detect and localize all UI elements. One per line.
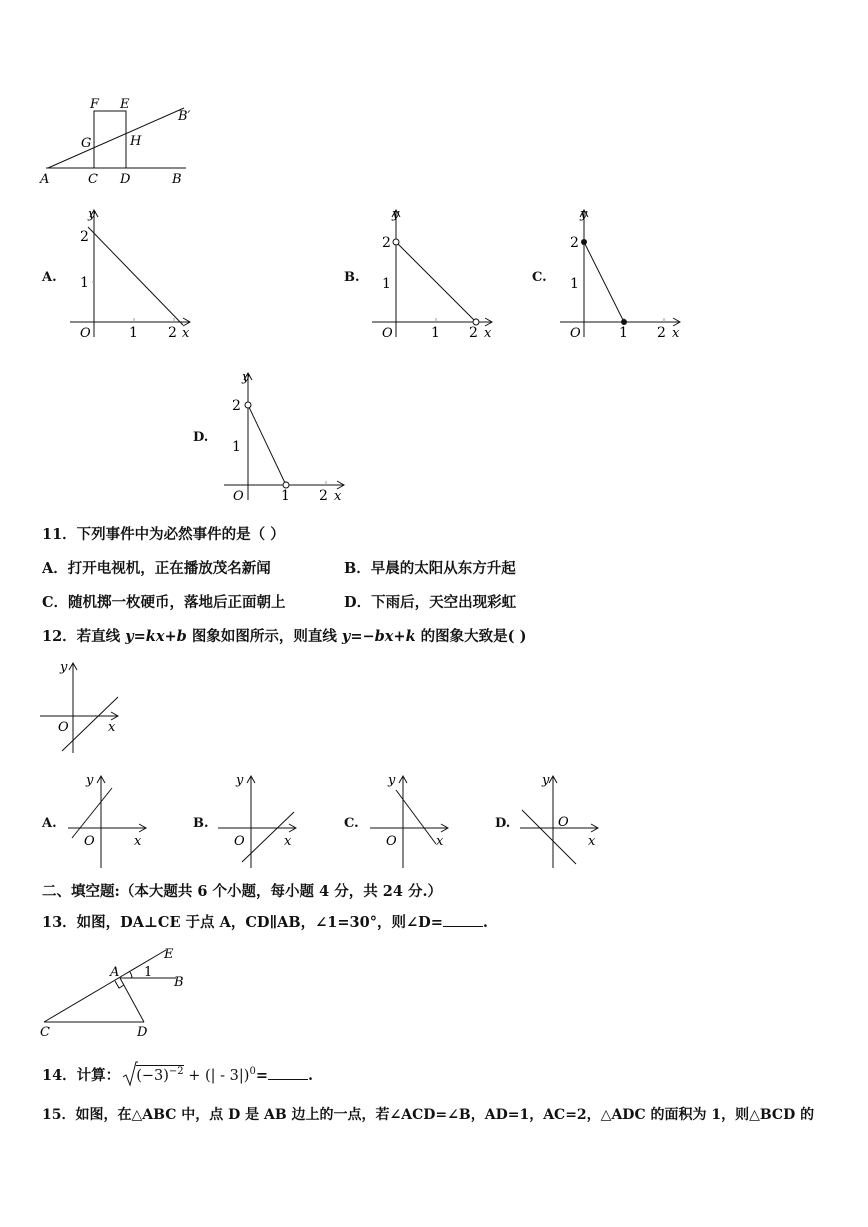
- svg-text:x: x: [588, 834, 596, 849]
- q12-expr2: y=−bx+k: [341, 628, 416, 645]
- svg-text:D: D: [137, 1025, 148, 1040]
- svg-text:2: 2: [570, 235, 579, 251]
- svg-text:2: 2: [232, 398, 241, 414]
- svg-text:1: 1: [619, 325, 628, 341]
- svg-text:x: x: [134, 834, 142, 849]
- q10-option-d-label: D.: [193, 430, 209, 445]
- svg-text:x: x: [334, 489, 342, 504]
- q11-option-a: A．打开电视机，正在播放茂名新闻: [42, 560, 271, 577]
- svg-text:2: 2: [319, 488, 328, 504]
- q12-graph-c: [366, 770, 456, 870]
- svg-text:y: y: [392, 207, 400, 222]
- svg-text:1: 1: [382, 276, 391, 292]
- svg-text:O: O: [58, 720, 69, 735]
- svg-text:O: O: [382, 326, 393, 341]
- q12-graph-b: [214, 770, 304, 870]
- q10-graph-d: [218, 365, 348, 505]
- svg-text:x: x: [436, 834, 444, 849]
- svg-text:y: y: [88, 207, 96, 222]
- q15-stem: 15．如图，在△ABC 中，点 D 是 AB 边上的一点，若∠ACD=∠B，AD=1，AC=2，△ADC 的面积为 1，则△BCD 的: [42, 1107, 815, 1123]
- svg-text:x: x: [284, 834, 292, 849]
- svg-text:y: y: [60, 660, 68, 675]
- q11-option-c: C．随机掷一枚硬币，落地后正面朝上: [42, 594, 286, 611]
- q12-option-a-label: A.: [42, 816, 57, 831]
- q10-option-b-label: B.: [344, 270, 360, 285]
- q13-stem: 13．如图，DA⊥CE 于点 A，CD∥AB，∠1=30°，则∠D= .: [42, 914, 488, 931]
- label-C: C: [88, 172, 98, 187]
- svg-text:1: 1: [129, 325, 138, 341]
- q14-stem: 14．计算： $(-3)^{-2}$ + (| - 3|)$^0$= .: [42, 1064, 313, 1085]
- svg-text:y: y: [580, 207, 588, 222]
- label-B: B: [172, 172, 182, 187]
- svg-text:1: 1: [281, 488, 290, 504]
- q10-option-a-label: A.: [42, 270, 57, 285]
- q12-option-b-label: B.: [193, 816, 209, 831]
- q11-option-b: B．早晨的太阳从东方升起: [344, 560, 516, 577]
- svg-text:1: 1: [144, 965, 153, 980]
- label-F: F: [90, 97, 100, 112]
- svg-text:x: x: [484, 326, 492, 341]
- svg-text:C: C: [40, 1025, 50, 1040]
- q13-figure: [36, 940, 196, 1040]
- svg-text:2: 2: [80, 229, 89, 245]
- svg-text:1: 1: [232, 439, 241, 455]
- svg-text:O: O: [234, 834, 245, 849]
- label-A: A: [40, 172, 50, 187]
- svg-text:x: x: [672, 326, 680, 341]
- svg-text:1: 1: [570, 276, 579, 292]
- svg-text:1: 1: [80, 275, 89, 291]
- svg-text:y: y: [388, 773, 396, 788]
- q12-given-graph: [38, 655, 128, 755]
- svg-text:O: O: [233, 489, 244, 504]
- q10-graph-a: [64, 202, 194, 342]
- answer-blank: [443, 914, 483, 927]
- answer-blank: [268, 1067, 308, 1080]
- rect-line-figure: [36, 92, 206, 187]
- svg-text:O: O: [80, 326, 91, 341]
- q12-expr1: y=kx+b: [125, 628, 187, 645]
- q12-option-d-label: D.: [495, 816, 511, 831]
- svg-text:E: E: [164, 947, 174, 962]
- label-Bprime: B′: [178, 109, 191, 124]
- q10-option-c-label: C.: [532, 270, 547, 285]
- svg-text:O: O: [84, 834, 95, 849]
- section-heading: 二、填空题:（本大题共 6 个小题，每小题 4 分，共 24 分.）: [42, 883, 443, 900]
- q12-option-c-label: C.: [344, 816, 359, 831]
- label-D: D: [120, 172, 131, 187]
- svg-text:B: B: [174, 975, 184, 990]
- svg-text:y: y: [236, 773, 244, 788]
- svg-text:2: 2: [168, 325, 177, 341]
- svg-text:O: O: [558, 815, 569, 830]
- q11-option-d: D．下雨后，天空出现彩虹: [344, 594, 517, 611]
- svg-text:2: 2: [382, 235, 391, 251]
- svg-text:2: 2: [469, 325, 478, 341]
- q12-graph-d: [516, 770, 606, 870]
- q11-stem: 11．下列事件中为必然事件的是（ ）: [42, 526, 285, 543]
- label-E: E: [120, 97, 130, 112]
- svg-text:y: y: [542, 773, 550, 788]
- svg-text:O: O: [570, 326, 581, 341]
- svg-text:y: y: [242, 370, 250, 385]
- q12-stem: 12．若直线 y=kx+b 图象如图所示，则直线 y=−bx+k 的图象大致是( ): [42, 628, 527, 645]
- svg-text:1: 1: [431, 325, 440, 341]
- q10-graph-b: [366, 202, 496, 342]
- q10-graph-c: [554, 202, 684, 342]
- label-G: G: [81, 136, 92, 151]
- label-H: H: [130, 134, 142, 149]
- svg-text:y: y: [86, 773, 94, 788]
- svg-text:2: 2: [657, 325, 666, 341]
- svg-text:O: O: [386, 834, 397, 849]
- svg-text:x: x: [108, 720, 116, 735]
- svg-text:A: A: [110, 965, 120, 980]
- svg-text:x: x: [182, 326, 190, 341]
- q12-graph-a: [64, 770, 154, 870]
